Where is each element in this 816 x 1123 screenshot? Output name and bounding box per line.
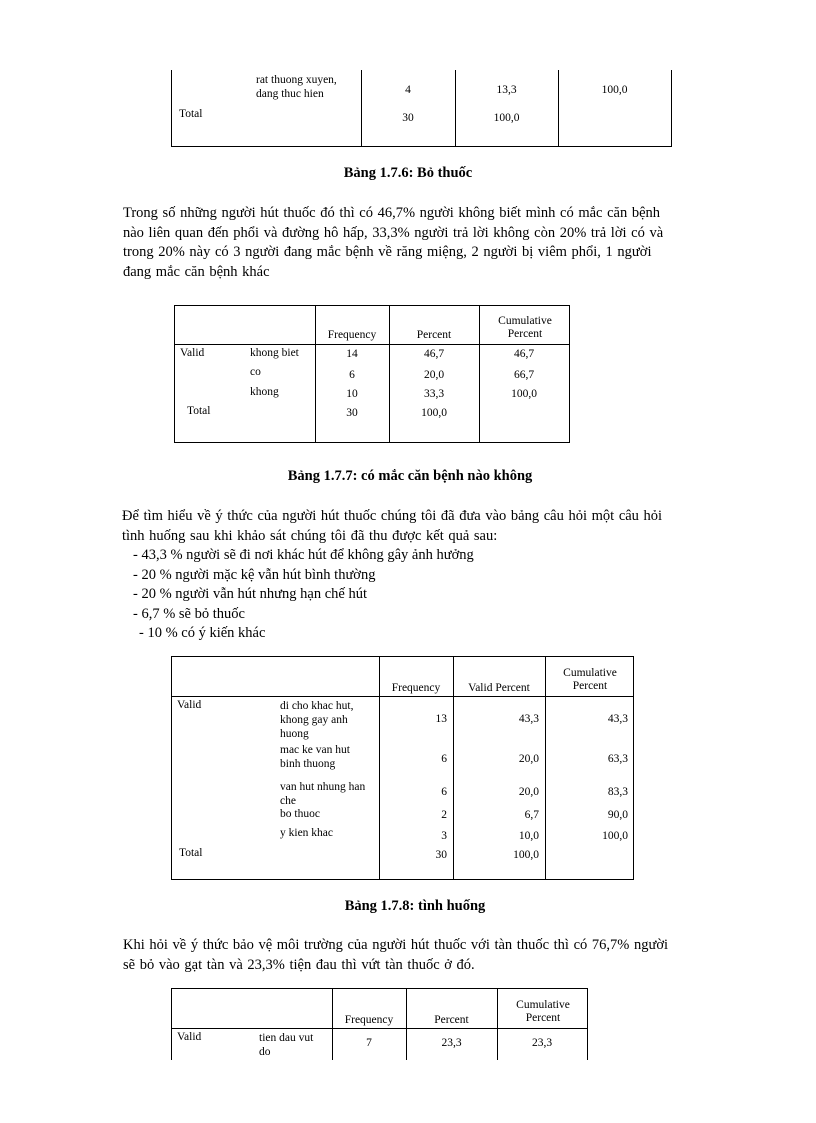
percent-cell: 33,3 [423, 388, 445, 400]
percent-cell: 100,0 [493, 112, 520, 124]
valid-label: Valid [180, 347, 205, 359]
list-item: - 20 % người mặc kệ vẫn hút bình thường [133, 567, 376, 583]
frequency-cell: 6 [441, 753, 447, 765]
table-row-label: tien dau vut do [259, 1032, 314, 1058]
total-label: Total [179, 108, 203, 120]
table-row-label: bo thuoc [280, 808, 320, 820]
header-frequency: Frequency [344, 1014, 394, 1026]
paragraph-line: tình huống sau khi khảo sát chúng tôi đã thu được kết quả sau: [122, 527, 498, 544]
paragraph-line: nào liên quan đến phổi và đường hô hấp, 33,3% người trả lời không còn 20% trả lời có và [123, 224, 664, 241]
cumulative-cell: 100,0 [602, 830, 628, 842]
valid-label: Valid [177, 699, 202, 711]
table-tinh-huong [171, 656, 634, 880]
header-percent: Percent [416, 329, 452, 341]
percent-cell: 46,7 [423, 348, 445, 360]
table-row-label: khong biet [250, 347, 299, 359]
percent-cell: 13,3 [496, 84, 517, 96]
percent-cell: 100,0 [513, 849, 539, 861]
frequency-cell: 30 [435, 849, 447, 861]
paragraph-environment [123, 936, 668, 975]
table-row-label: dang thuc hien [256, 88, 324, 100]
header-cumulative: Cumulative Percent [563, 667, 617, 692]
frequency-cell: 6 [349, 369, 355, 381]
table-row-label: y kien khac [280, 827, 334, 839]
table-co-mac-benh [174, 305, 570, 443]
frequency-cell: 2 [441, 809, 447, 821]
percent-cell: 6,7 [524, 809, 539, 821]
percent-cell: 100,0 [421, 407, 447, 419]
frequency-cell: 30 [402, 112, 414, 124]
cumulative-cell: 46,7 [513, 348, 535, 360]
frequency-cell: 6 [441, 786, 447, 798]
cumulative-cell: 63,3 [607, 753, 628, 765]
total-label: Total [179, 847, 203, 859]
cumulative-cell: 90,0 [607, 809, 628, 821]
percent-cell: 20,0 [518, 753, 539, 765]
frequency-cell: 3 [441, 830, 447, 842]
list-item: - 10 % có ý kiến khác [139, 625, 266, 641]
cumulative-cell: 83,3 [607, 786, 628, 798]
percent-cell: 23,3 [441, 1037, 462, 1049]
percent-cell: 20,0 [518, 786, 539, 798]
frequency-cell: 4 [405, 84, 411, 96]
paragraph-line: đang mắc căn bệnh khác [123, 263, 270, 280]
table-bo-thuoc [171, 70, 672, 147]
paragraph-line: trong 20% này có 3 người đang mắc bệnh về răng miệng, 2 người bị viêm phổi, 1 người [123, 244, 652, 260]
paragraph-awareness [122, 507, 662, 546]
table-tan-thuoc [171, 988, 588, 1060]
frequency-cell: 10 [346, 388, 358, 400]
caption-table-1-7-8: Bảng 1.7.8: tình huống [344, 898, 486, 914]
paragraph-line: Để tìm hiểu về ý thức của người hút thuốc chúng tôi đã đưa vào bảng câu hỏi một câu hỏi [122, 508, 663, 524]
header-cumulative: Cumulative Percent [498, 315, 552, 340]
table-row-label: co [250, 366, 261, 378]
table-row-label: rat thuong xuyen, [256, 74, 337, 86]
caption-table-1-7-6: Bảng 1.7.6: Bỏ thuốc [343, 165, 473, 181]
header-cumulative: Cumulative Percent [516, 999, 570, 1024]
paragraph-line: sẽ bỏ vào gạt tàn và 23,3% tiện đau thì vứt tàn thuốc ở đó. [123, 956, 475, 973]
paragraph-line: Khi hỏi về ý thức bảo vệ môi trường của người hút thuốc với tàn thuốc thì có 76,7% người [123, 937, 669, 953]
table-row-label: khong [250, 386, 279, 398]
paragraph-line: Trong số những người hút thuốc đó thì có 46,7% người không biết mình có mắc căn bệnh [123, 205, 661, 221]
valid-label: Valid [177, 1031, 202, 1043]
frequency-cell: 13 [435, 713, 447, 725]
header-valid-percent: Valid Percent [468, 682, 530, 694]
header-frequency: Frequency [391, 682, 441, 694]
list-item: - 6,7 % sẽ bỏ thuốc [133, 606, 245, 622]
cumulative-cell: 100,0 [511, 388, 537, 400]
header-frequency: Frequency [327, 329, 377, 341]
frequency-cell: 14 [346, 348, 358, 360]
table-row-label: van hut nhung han che [280, 781, 366, 807]
caption-table-1-7-7: Bảng 1.7.7: có mắc căn bệnh nào không [287, 468, 533, 484]
cumulative-cell: 43,3 [607, 713, 628, 725]
paragraph-disease [123, 204, 663, 282]
table-row-label: mac ke van hut binh thuong [280, 744, 350, 770]
percent-cell: 43,3 [518, 713, 539, 725]
total-label: Total [187, 405, 211, 417]
cumulative-cell: 66,7 [513, 369, 535, 381]
cumulative-cell: 23,3 [531, 1037, 553, 1049]
frequency-cell: 7 [366, 1037, 372, 1049]
list-item: - 20 % người vẫn hút nhưng hạn chế hút [133, 586, 367, 602]
frequency-cell: 30 [346, 407, 358, 419]
percent-cell: 20,0 [423, 369, 445, 381]
header-percent: Percent [434, 1014, 469, 1026]
list-item: - 43,3 % người sẽ đi nơi khác hút để không gây ảnh hưởng [133, 547, 474, 563]
cumulative-cell: 100,0 [601, 84, 628, 96]
table-row-label: di cho khac hut, khong gay anh huong [280, 700, 354, 740]
percent-cell: 10,0 [518, 830, 539, 842]
